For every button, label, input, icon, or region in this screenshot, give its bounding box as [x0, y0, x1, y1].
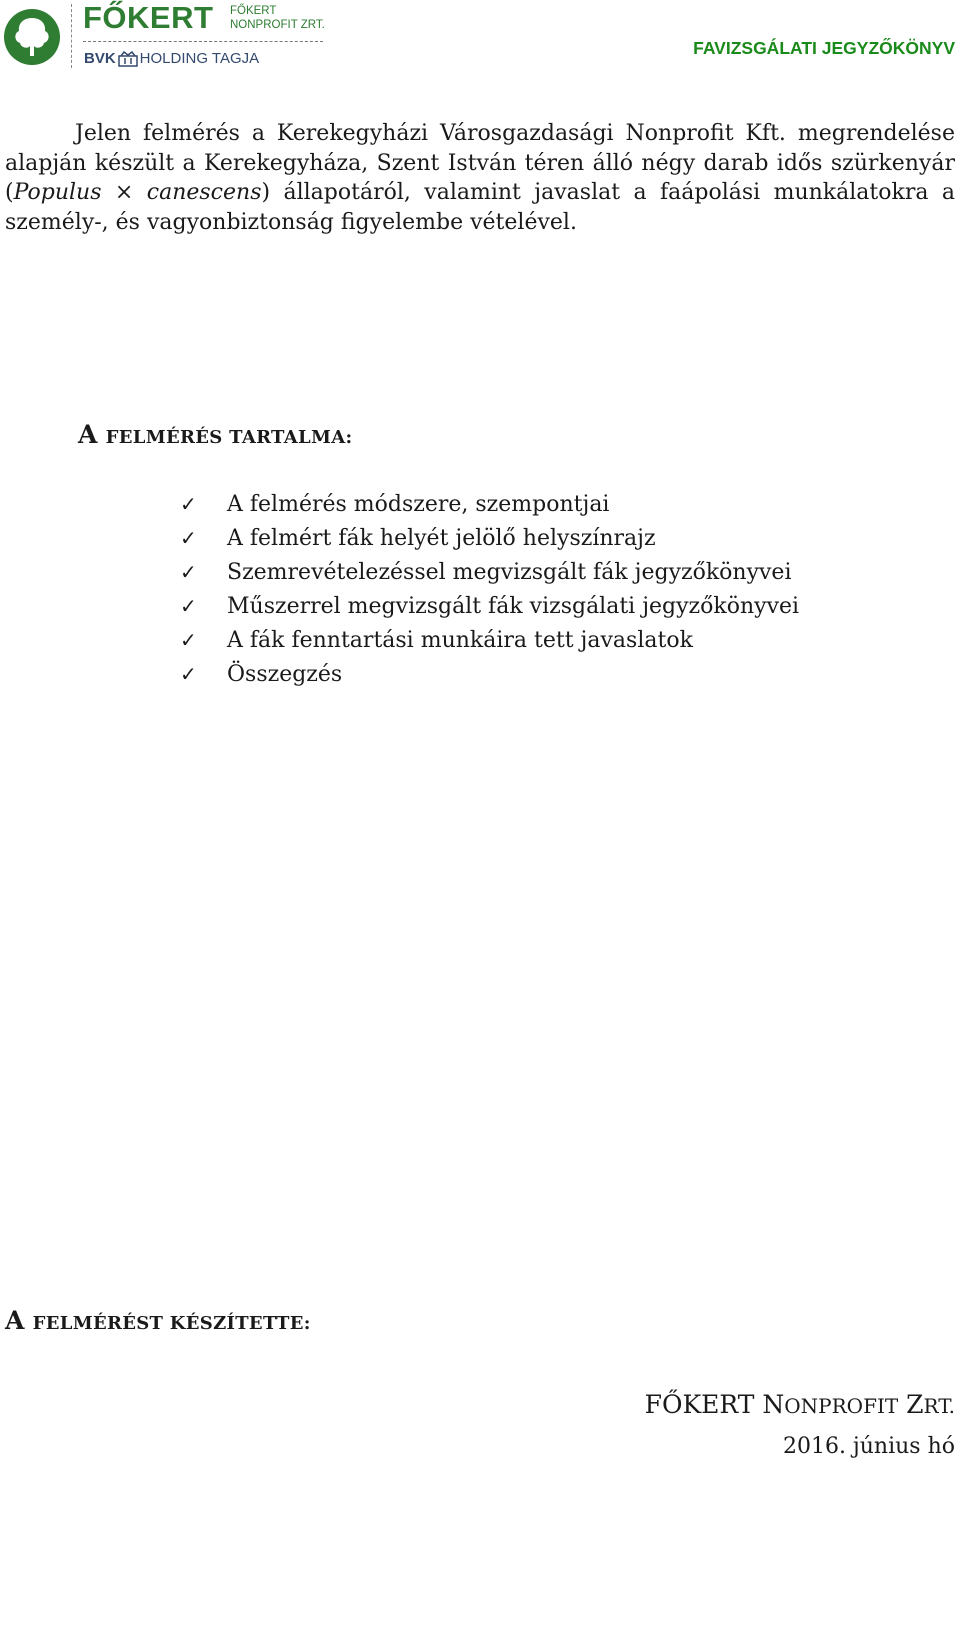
logo-divider: [71, 4, 72, 68]
checklist-item-text: Szemrevételezéssel megvizsgált fák jegyzőkönyvei: [227, 560, 792, 585]
checklist-item: [180, 492, 799, 526]
checkmark-icon: ✓: [180, 492, 197, 516]
checklist-item: [180, 594, 799, 628]
checklist-item-text: Műszerrel megvizsgált fák vizsgálati jegyzőkönyvei: [227, 594, 800, 619]
checklist-item-text: A felmérés módszere, szempontjai: [227, 492, 610, 517]
brand-subtitle: [230, 4, 325, 32]
intro-text-part-2: ) állapotáról, valamint javaslat a faápolási munkálatokra a személy-, és vagyonbiztonság figyelembe vételével.: [5, 180, 955, 235]
report-date: 2016. június hó: [782, 1434, 955, 1459]
holding-label: HOLDING TAGJA: [139, 50, 260, 67]
checkmark-icon: ✓: [180, 594, 197, 618]
bvk-label: BVK: [84, 50, 116, 67]
heading-rest: FELMÉRÉS TARTALMA:: [105, 427, 353, 448]
brand-name: FŐKERT: [83, 0, 214, 35]
content-section-heading: [78, 420, 352, 449]
document-title: FAVIZSGÁLATI JEGYZŐKÖNYV: [693, 38, 955, 58]
species-genus: Populus: [13, 180, 102, 205]
checklist-item: [180, 526, 799, 560]
author-section-heading: [5, 1306, 311, 1335]
heading-initial: A: [78, 420, 98, 449]
brand-subtitle-line-1: FŐKERT: [230, 5, 277, 17]
signer-part-4: RT.: [923, 1394, 955, 1418]
intro-paragraph: [5, 119, 955, 237]
brand-subtitle-line-2: NONPROFIT ZRT.: [230, 19, 325, 31]
checkmark-icon: ✓: [180, 560, 197, 584]
checklist-item: [180, 560, 799, 594]
signer-part-2: ONPROFIT: [784, 1394, 899, 1418]
checkmark-icon: ✓: [180, 628, 197, 652]
holding-member-line: [84, 50, 259, 67]
checklist-item-text: Összegzés: [227, 662, 343, 687]
checkmark-icon: ✓: [180, 526, 197, 550]
intro-text-part-1: Jelen felmérés a Kerekegyházi Városgazdasági Nonprofit Kft. megrendelése alapján készült a Kerekegyháza, Szent István téren álló négy darab idős szürkenyár (: [5, 121, 955, 205]
species-epithet: canescens: [146, 180, 262, 205]
checklist-item-text: A fák fenntartási munkáira tett javaslatok: [227, 628, 693, 653]
heading-initial: A: [5, 1306, 25, 1335]
checklist-item: [180, 628, 799, 662]
page-header: [0, 0, 960, 76]
checkmark-icon: ✓: [180, 662, 197, 686]
logo-dashed-rule: [83, 41, 323, 42]
signer-name: [645, 1390, 955, 1419]
signer-part-1: FŐKERT N: [644, 1390, 785, 1419]
species-cross: ×: [101, 180, 147, 205]
fokert-tree-logo-icon: [3, 8, 61, 66]
checklist-item-text: A felmért fák helyét jelölő helyszínrajz: [227, 526, 656, 551]
content-checklist: [180, 492, 799, 696]
checklist-item: [180, 662, 799, 696]
signer-part-3: Z: [898, 1390, 924, 1419]
bvk-crest-icon: [117, 51, 139, 67]
heading-rest: FELMÉRÉST KÉSZÍTETTE:: [32, 1313, 311, 1334]
